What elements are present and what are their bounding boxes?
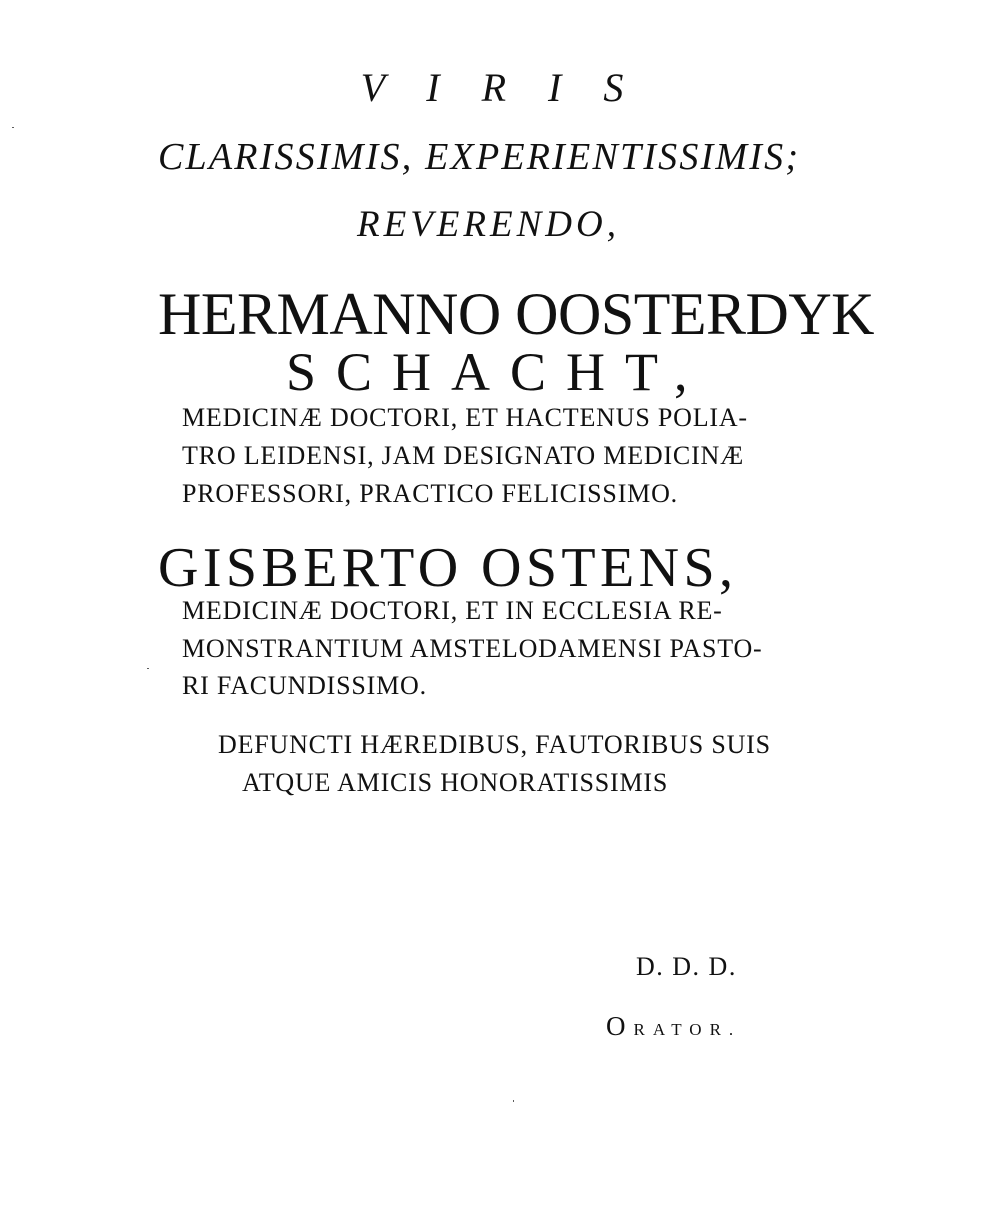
print-speck [12,127,14,128]
orator-rest: RATOR. [633,1020,742,1039]
second-dedicatee-description-line: RI FACUNDISSIMO. [182,671,427,700]
heading-reverendo: REVERENDO, [357,204,620,245]
closing-line: DEFUNCTI HÆREDIBUS, FAUTORIBUS SUIS [218,730,771,759]
second-dedicatee-name: GISBERTO OSTENS, [158,537,738,599]
second-dedicatee-description-line: MEDICINÆ DOCTORI, ET IN ECCLESIA RE- [182,596,723,625]
print-speck [147,668,149,669]
first-dedicatee-name: HERMANNO OOSTERDYK [158,281,875,347]
orator-signature [606,1013,741,1040]
first-dedicatee-description-line: PROFESSORI, PRACTICO FELICISSIMO. [182,479,678,508]
print-speck [513,1100,514,1102]
heading-viris: V I R I S [360,65,640,110]
first-dedicatee-description-line: MEDICINÆ DOCTORI, ET HACTENUS POLIA- [182,403,748,432]
closing-line: ATQUE AMICIS HONORATISSIMIS [242,768,669,797]
ddd-abbreviation: D. D. D. [636,952,737,981]
heading-clarissimis: CLARISSIMIS, EXPERIENTISSIMIS; [158,136,801,178]
second-dedicatee-description-line: MONSTRANTIUM AMSTELODAMENSI PASTO- [182,634,763,663]
orator-initial: O [606,1011,634,1041]
first-dedicatee-description-line: TRO LEIDENSI, JAM DESIGNATO MEDICINÆ [182,441,745,470]
first-dedicatee-surname: SCHACHT, [286,342,708,402]
